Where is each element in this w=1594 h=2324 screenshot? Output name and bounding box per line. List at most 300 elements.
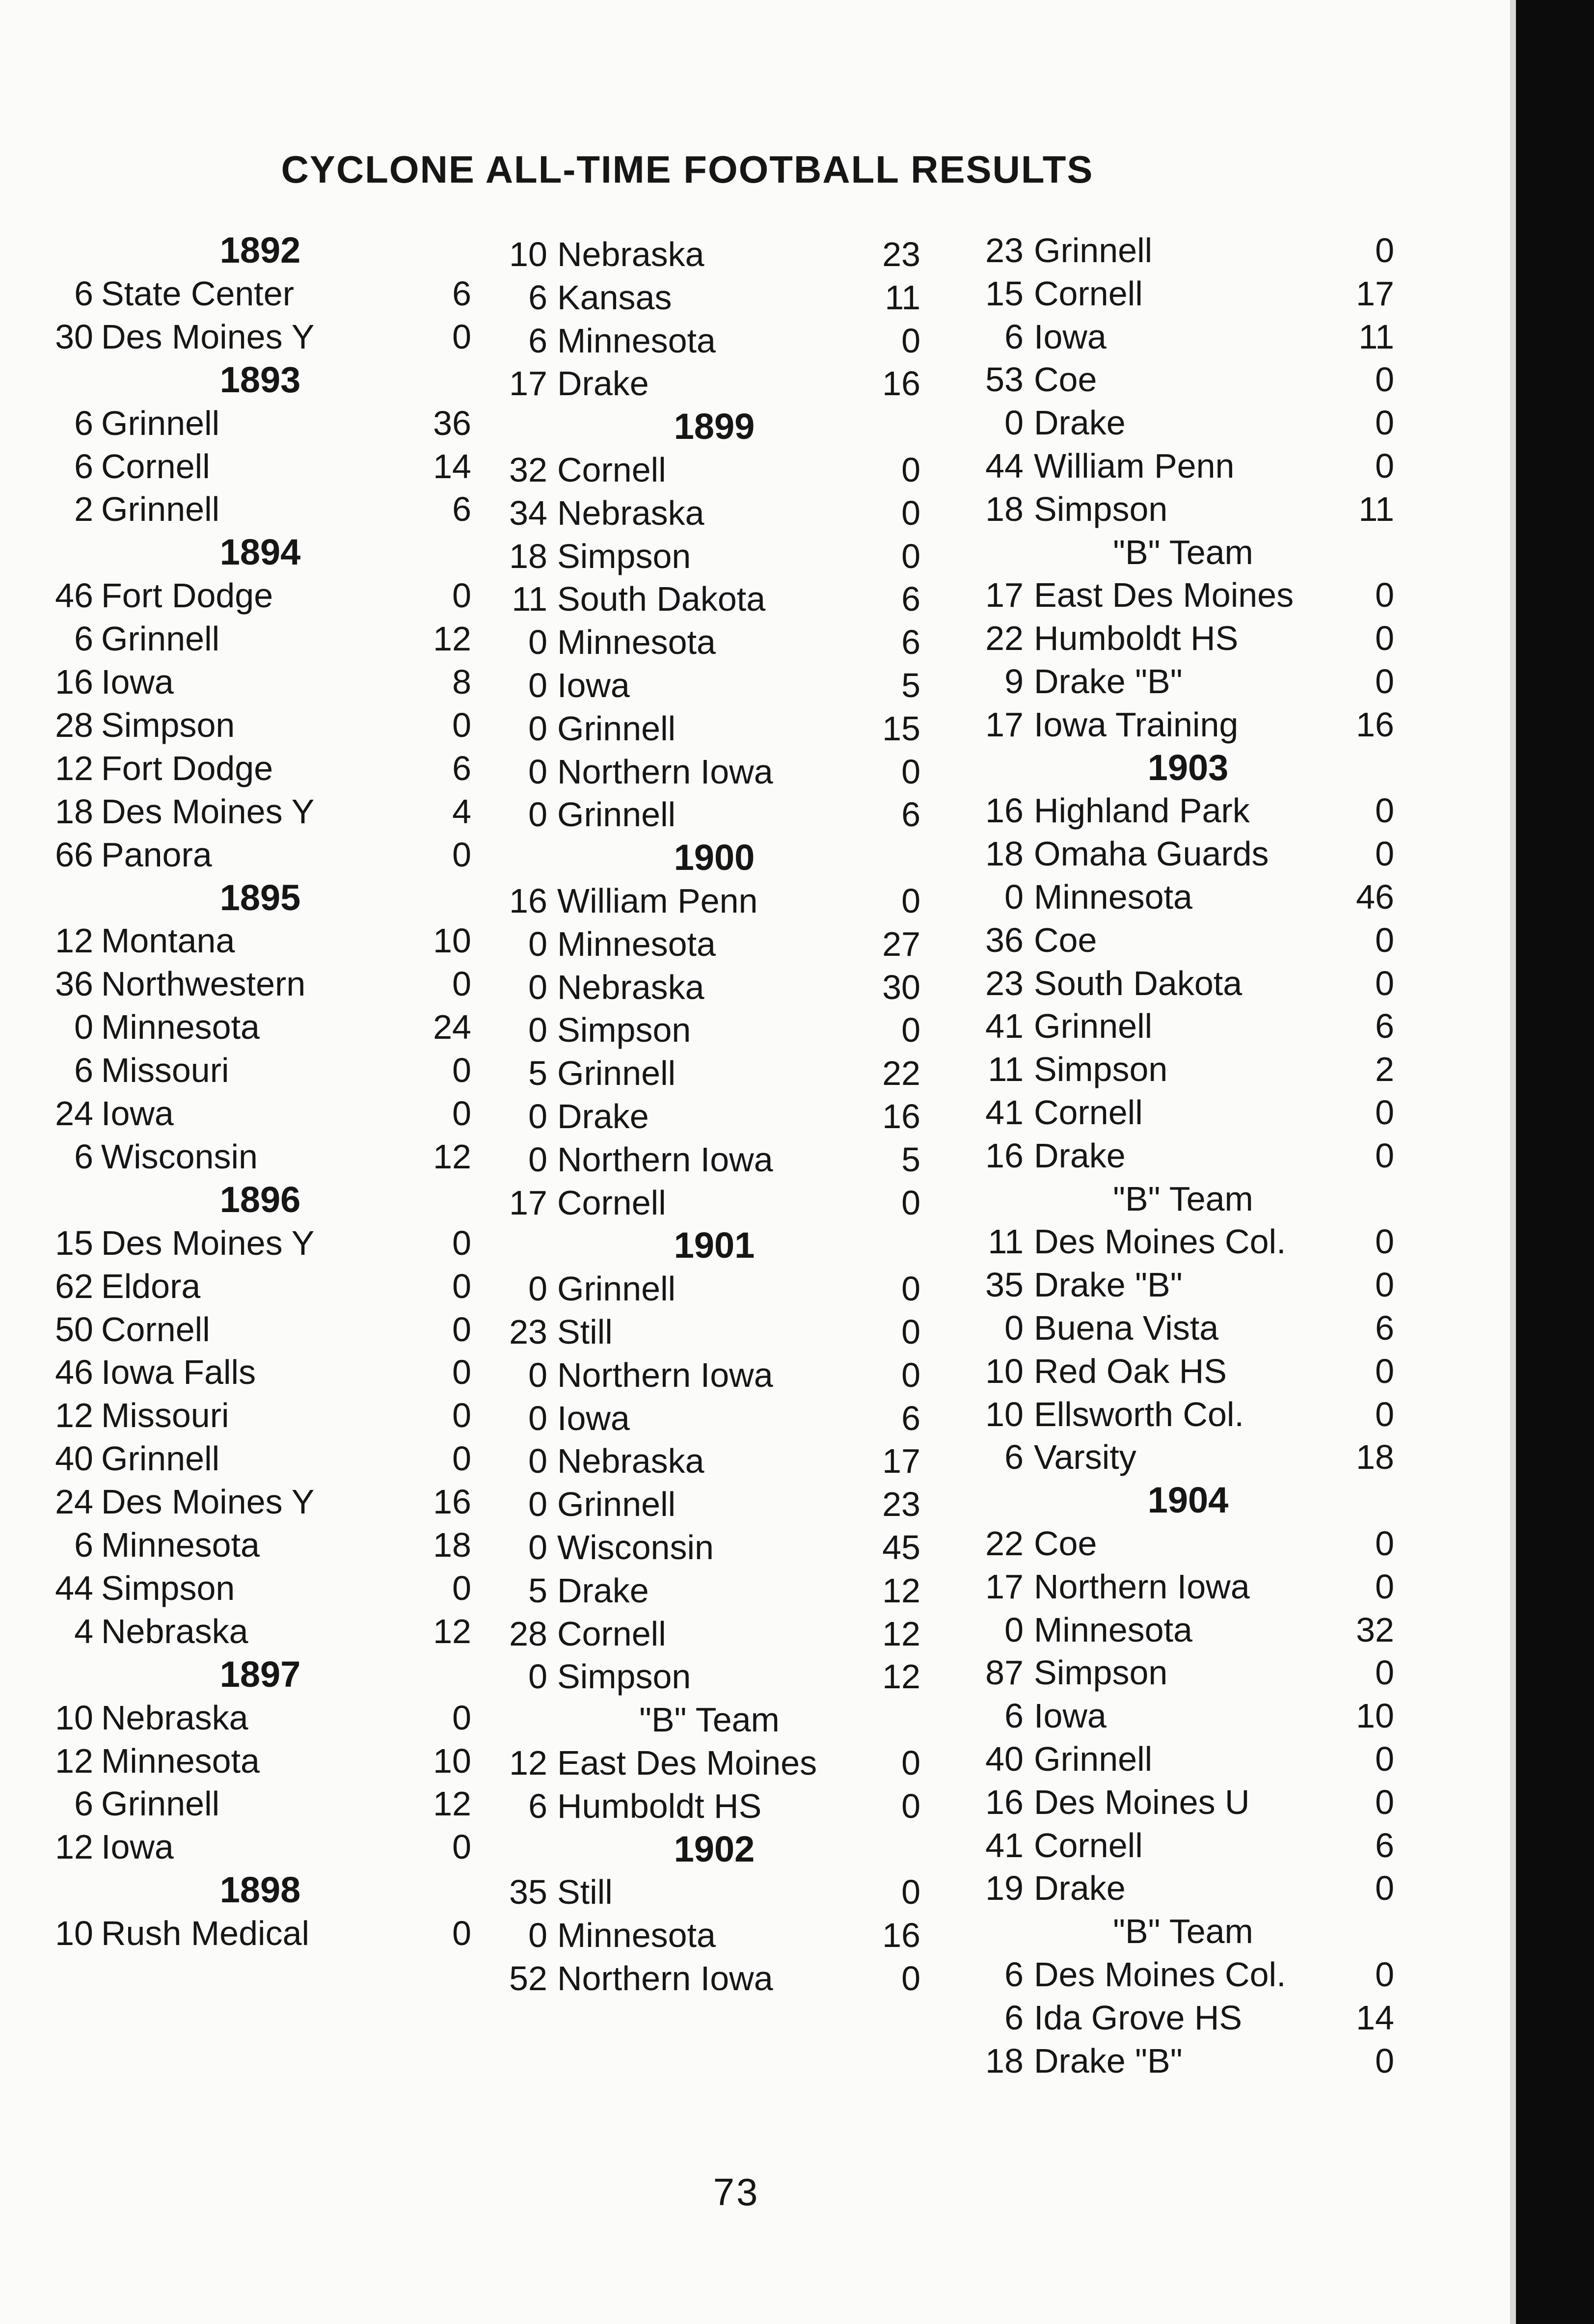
iowa-state-score: 0 bbox=[528, 1528, 547, 1567]
season-year-heading: 1897 bbox=[219, 1653, 301, 1695]
opponent-score: 10 bbox=[1356, 1697, 1394, 1735]
opponent-score: 0 bbox=[901, 1873, 920, 1912]
opponent-name: Coe bbox=[1034, 1524, 1097, 1563]
iowa-state-score: 66 bbox=[55, 835, 93, 874]
iowa-state-score: 0 bbox=[528, 795, 547, 834]
opponent-name: Buena Vista bbox=[1034, 1309, 1219, 1347]
iowa-state-score: 11 bbox=[988, 1222, 1024, 1261]
iowa-state-score: 0 bbox=[528, 1442, 547, 1481]
game-result-row bbox=[498, 1397, 940, 1440]
iowa-state-score: 12 bbox=[55, 749, 93, 787]
game-result-row bbox=[972, 1134, 1414, 1177]
opponent-name: Still bbox=[557, 1313, 613, 1351]
game-result-row bbox=[972, 444, 1414, 487]
opponent-name: Minnesota bbox=[101, 1526, 260, 1564]
game-result-row bbox=[498, 1138, 940, 1181]
opponent-name: Nebraska bbox=[101, 1612, 248, 1650]
opponent-name: South Dakota bbox=[557, 580, 766, 619]
iowa-state-score: 5 bbox=[528, 1054, 547, 1093]
iowa-state-score: 6 bbox=[74, 404, 93, 442]
iowa-state-score: 44 bbox=[55, 1568, 93, 1607]
opponent-name: Missouri bbox=[101, 1051, 229, 1090]
iowa-state-score: 40 bbox=[985, 1740, 1024, 1778]
iowa-state-score: 0 bbox=[528, 1355, 547, 1394]
opponent-name: Drake "B" bbox=[1034, 2041, 1183, 2080]
opponent-name: Iowa bbox=[1034, 1697, 1107, 1735]
iowa-state-score: 0 bbox=[1004, 404, 1024, 442]
iowa-state-score: 41 bbox=[985, 1093, 1024, 1132]
iowa-state-score: 6 bbox=[528, 321, 547, 360]
game-result-row bbox=[39, 402, 481, 445]
game-result-row bbox=[972, 1004, 1414, 1048]
opponent-name: Coe bbox=[1034, 920, 1097, 959]
game-result-row bbox=[39, 1523, 481, 1567]
opponent-score: 10 bbox=[433, 921, 471, 960]
iowa-state-score: 6 bbox=[1004, 1998, 1024, 2037]
opponent-score: 0 bbox=[901, 1355, 920, 1394]
iowa-state-score: 28 bbox=[55, 705, 93, 744]
iowa-state-score: 0 bbox=[528, 1485, 547, 1524]
game-result-row bbox=[498, 362, 940, 405]
opponent-score: 2 bbox=[1375, 1050, 1394, 1089]
opponent-score: 12 bbox=[882, 1614, 920, 1653]
iowa-state-score: 0 bbox=[528, 1270, 547, 1308]
opponent-name: Varsity bbox=[1034, 1438, 1136, 1477]
game-result-row bbox=[972, 1996, 1414, 2039]
opponent-score: 6 bbox=[1375, 1309, 1394, 1347]
opponent-score: 5 bbox=[901, 1140, 920, 1179]
game-result-row bbox=[39, 833, 481, 876]
game-result-row bbox=[39, 445, 481, 488]
opponent-score: 0 bbox=[1375, 1783, 1394, 1821]
opponent-score: 0 bbox=[1375, 404, 1394, 442]
opponent-score: 4 bbox=[452, 792, 471, 831]
opponent-name: Still bbox=[557, 1873, 613, 1912]
opponent-score: 0 bbox=[452, 1396, 471, 1435]
opponent-score: 23 bbox=[882, 1485, 920, 1524]
opponent-name: Kansas bbox=[557, 278, 672, 317]
opponent-score: 0 bbox=[1375, 231, 1394, 270]
opponent-score: 0 bbox=[1375, 791, 1394, 830]
iowa-state-score: 22 bbox=[985, 619, 1024, 658]
game-result-row bbox=[498, 535, 940, 578]
iowa-state-score: 6 bbox=[74, 447, 93, 486]
opponent-score: 5 bbox=[901, 666, 920, 704]
opponent-name: Drake bbox=[1034, 404, 1126, 442]
iowa-state-score: 12 bbox=[55, 1396, 93, 1435]
game-result-row bbox=[498, 1914, 940, 1957]
iowa-state-score: 6 bbox=[528, 278, 547, 317]
opponent-score: 0 bbox=[1375, 1524, 1394, 1563]
iowa-state-score: 0 bbox=[528, 1657, 547, 1696]
opponent-name: Minnesota bbox=[557, 1916, 716, 1955]
opponent-name: Cornell bbox=[557, 1614, 666, 1653]
results-column-1 bbox=[39, 0, 481, 2209]
game-result-row bbox=[39, 1221, 481, 1265]
iowa-state-score: 46 bbox=[55, 576, 93, 615]
opponent-score: 0 bbox=[1375, 835, 1394, 873]
iowa-state-score: 6 bbox=[74, 1051, 93, 1090]
opponent-name: Simpson bbox=[1034, 1653, 1168, 1692]
game-result-row bbox=[498, 1439, 940, 1483]
opponent-name: State Center bbox=[101, 274, 294, 313]
game-result-row bbox=[39, 1092, 481, 1135]
game-result-row bbox=[972, 573, 1414, 617]
opponent-name: Red Oak HS bbox=[1034, 1351, 1227, 1390]
opponent-name: Grinnell bbox=[101, 620, 220, 658]
opponent-score: 14 bbox=[433, 447, 471, 486]
game-result-row bbox=[39, 1049, 481, 1092]
book-spine-shadow bbox=[1516, 0, 1594, 2324]
iowa-state-score: 0 bbox=[528, 968, 547, 1006]
opponent-score: 12 bbox=[433, 1137, 471, 1176]
b-team-heading: "B" Team bbox=[1113, 1179, 1253, 1218]
opponent-score: 0 bbox=[901, 451, 920, 489]
opponent-score: 45 bbox=[882, 1528, 920, 1567]
opponent-score: 11 bbox=[1358, 489, 1394, 528]
game-result-row bbox=[972, 875, 1414, 919]
iowa-state-score: 32 bbox=[509, 451, 547, 489]
opponent-score: 22 bbox=[882, 1054, 920, 1093]
opponent-score: 0 bbox=[452, 317, 471, 356]
opponent-score: 0 bbox=[452, 1914, 471, 1953]
iowa-state-score: 18 bbox=[509, 537, 547, 575]
game-result-row bbox=[972, 1393, 1414, 1436]
opponent-name: Wisconsin bbox=[557, 1528, 714, 1567]
opponent-name: Drake bbox=[557, 1571, 649, 1610]
opponent-name: Cornell bbox=[1034, 1826, 1143, 1865]
iowa-state-score: 9 bbox=[1004, 662, 1024, 701]
opponent-score: 0 bbox=[1375, 619, 1394, 658]
iowa-state-score: 36 bbox=[55, 965, 93, 1003]
b-team-heading: "B" Team bbox=[639, 1701, 780, 1739]
opponent-score: 0 bbox=[452, 1094, 471, 1133]
opponent-name: Humboldt HS bbox=[557, 1786, 762, 1825]
iowa-state-score: 17 bbox=[985, 1567, 1024, 1606]
opponent-name: Grinnell bbox=[101, 404, 220, 442]
opponent-score: 46 bbox=[1356, 878, 1394, 916]
game-result-row bbox=[498, 879, 940, 922]
opponent-score: 0 bbox=[1375, 1266, 1394, 1304]
iowa-state-score: 15 bbox=[985, 274, 1024, 313]
opponent-name: Humboldt HS bbox=[1034, 619, 1239, 658]
opponent-score: 0 bbox=[901, 1786, 920, 1825]
game-result-row bbox=[39, 1825, 481, 1868]
opponent-score: 0 bbox=[1375, 1653, 1394, 1692]
iowa-state-score: 10 bbox=[55, 1914, 93, 1953]
iowa-state-score: 0 bbox=[528, 709, 547, 748]
game-result-row bbox=[972, 401, 1414, 444]
opponent-score: 0 bbox=[452, 1439, 471, 1478]
opponent-name: Montana bbox=[101, 921, 235, 960]
game-result-row bbox=[498, 1095, 940, 1138]
opponent-score: 11 bbox=[1358, 317, 1394, 356]
game-result-row bbox=[39, 315, 481, 358]
iowa-state-score: 10 bbox=[985, 1395, 1024, 1433]
game-result-row bbox=[498, 621, 940, 664]
opponent-name: Nebraska bbox=[557, 493, 704, 532]
opponent-name: Nebraska bbox=[557, 968, 704, 1006]
iowa-state-score: 16 bbox=[509, 882, 547, 920]
game-result-row bbox=[972, 2039, 1414, 2082]
game-result-row bbox=[39, 703, 481, 747]
iowa-state-score: 17 bbox=[509, 1183, 547, 1222]
iowa-state-score: 41 bbox=[985, 1826, 1024, 1865]
game-result-row bbox=[498, 1569, 940, 1612]
game-result-row bbox=[39, 1696, 481, 1739]
iowa-state-score: 4 bbox=[74, 1612, 93, 1650]
opponent-name: Grinnell bbox=[101, 1784, 220, 1823]
opponent-name: Des Moines Y bbox=[101, 1223, 315, 1262]
opponent-name: Fort Dodge bbox=[101, 576, 273, 615]
iowa-state-score: 40 bbox=[55, 1439, 93, 1478]
game-result-row bbox=[498, 1008, 940, 1052]
opponent-score: 0 bbox=[452, 1267, 471, 1305]
opponent-score: 12 bbox=[433, 620, 471, 658]
game-result-row bbox=[972, 1608, 1414, 1651]
iowa-state-score: 6 bbox=[74, 620, 93, 658]
opponent-name: Drake bbox=[1034, 1136, 1126, 1175]
opponent-score: 0 bbox=[1375, 447, 1394, 485]
opponent-score: 12 bbox=[433, 1612, 471, 1650]
game-result-row bbox=[972, 789, 1414, 832]
opponent-name: Minnesota bbox=[1034, 1610, 1192, 1649]
iowa-state-score: 0 bbox=[528, 752, 547, 791]
iowa-state-score: 53 bbox=[985, 360, 1024, 399]
opponent-score: 27 bbox=[882, 924, 920, 963]
iowa-state-score: 0 bbox=[528, 623, 547, 662]
game-result-row bbox=[39, 617, 481, 660]
opponent-name: Simpson bbox=[1034, 489, 1168, 528]
opponent-name: Simpson bbox=[557, 1011, 691, 1050]
iowa-state-score: 6 bbox=[1004, 1438, 1024, 1477]
opponent-score: 0 bbox=[901, 882, 920, 920]
opponent-name: Grinnell bbox=[557, 1270, 676, 1308]
game-result-row bbox=[498, 1784, 940, 1828]
opponent-score: 0 bbox=[1375, 1869, 1394, 1908]
game-result-row bbox=[498, 233, 940, 276]
opponent-name: Des Moines Col. bbox=[1034, 1222, 1286, 1261]
opponent-name: Minnesota bbox=[557, 623, 716, 662]
iowa-state-score: 0 bbox=[528, 1097, 547, 1135]
opponent-name: Cornell bbox=[101, 1310, 210, 1349]
game-result-row bbox=[498, 319, 940, 362]
iowa-state-score: 0 bbox=[528, 924, 547, 963]
opponent-score: 0 bbox=[1375, 1740, 1394, 1778]
page-number: 73 bbox=[713, 2170, 760, 2214]
iowa-state-score: 6 bbox=[1004, 1955, 1024, 1994]
opponent-name: Wisconsin bbox=[101, 1137, 258, 1176]
opponent-score: 0 bbox=[1375, 1093, 1394, 1132]
b-team-heading: "B" Team bbox=[1113, 533, 1253, 571]
game-result-row bbox=[972, 1651, 1414, 1694]
iowa-state-score: 17 bbox=[509, 364, 547, 403]
game-result-row bbox=[972, 1565, 1414, 1608]
iowa-state-score: 19 bbox=[985, 1869, 1024, 1908]
opponent-score: 16 bbox=[882, 1097, 920, 1135]
game-result-row bbox=[39, 660, 481, 703]
opponent-score: 0 bbox=[452, 1051, 471, 1090]
opponent-score: 0 bbox=[1375, 2041, 1394, 2080]
iowa-state-score: 11 bbox=[988, 1050, 1024, 1089]
opponent-name: East Des Moines bbox=[557, 1744, 817, 1782]
opponent-score: 0 bbox=[452, 1568, 471, 1607]
opponent-name: Coe bbox=[1034, 360, 1097, 399]
game-result-row bbox=[39, 919, 481, 962]
iowa-state-score: 6 bbox=[1004, 317, 1024, 356]
season-year-heading: 1892 bbox=[219, 230, 301, 270]
opponent-name: Fort Dodge bbox=[101, 749, 273, 787]
opponent-score: 6 bbox=[1375, 1007, 1394, 1046]
opponent-name: Iowa Falls bbox=[101, 1353, 256, 1392]
opponent-name: Nebraska bbox=[557, 235, 704, 273]
opponent-name: Ida Grove HS bbox=[1034, 1998, 1243, 2037]
iowa-state-score: 16 bbox=[985, 1136, 1024, 1175]
opponent-name: Simpson bbox=[1034, 1050, 1168, 1089]
iowa-state-score: 18 bbox=[985, 835, 1024, 873]
iowa-state-score: 28 bbox=[509, 1614, 547, 1653]
opponent-name: William Penn bbox=[1034, 447, 1235, 485]
iowa-state-score: 11 bbox=[512, 580, 547, 619]
game-result-row bbox=[972, 1737, 1414, 1781]
opponent-name: East Des Moines bbox=[1034, 576, 1294, 615]
iowa-state-score: 18 bbox=[55, 792, 93, 831]
opponent-name: Cornell bbox=[101, 447, 210, 486]
opponent-name: Drake bbox=[557, 1097, 649, 1135]
game-result-row bbox=[39, 1394, 481, 1437]
game-result-row bbox=[39, 1782, 481, 1825]
iowa-state-score: 0 bbox=[528, 1399, 547, 1437]
game-result-row bbox=[498, 276, 940, 319]
opponent-name: Northern Iowa bbox=[557, 1959, 773, 1998]
opponent-name: William Penn bbox=[557, 882, 758, 920]
opponent-score: 24 bbox=[433, 1008, 471, 1047]
game-result-row bbox=[39, 487, 481, 531]
opponent-score: 0 bbox=[901, 1959, 920, 1998]
opponent-name: Minnesota bbox=[557, 321, 716, 360]
opponent-score: 6 bbox=[901, 623, 920, 662]
opponent-score: 0 bbox=[452, 705, 471, 744]
opponent-name: South Dakota bbox=[1034, 964, 1243, 1002]
iowa-state-score: 12 bbox=[55, 1828, 93, 1866]
iowa-state-score: 17 bbox=[985, 576, 1024, 615]
game-result-row bbox=[498, 1181, 940, 1224]
game-result-row bbox=[498, 1957, 940, 2000]
iowa-state-score: 6 bbox=[528, 1786, 547, 1825]
game-result-row bbox=[39, 1308, 481, 1351]
opponent-name: Grinnell bbox=[557, 795, 676, 834]
opponent-name: Des Moines Y bbox=[101, 792, 315, 831]
game-result-row bbox=[498, 966, 940, 1009]
opponent-name: Simpson bbox=[557, 1657, 691, 1696]
opponent-name: Northern Iowa bbox=[557, 1355, 773, 1394]
opponent-score: 0 bbox=[1375, 1567, 1394, 1606]
opponent-score: 30 bbox=[882, 968, 920, 1006]
opponent-score: 0 bbox=[452, 965, 471, 1003]
game-result-row bbox=[39, 790, 481, 833]
opponent-score: 16 bbox=[1356, 705, 1394, 744]
opponent-score: 6 bbox=[901, 580, 920, 619]
iowa-state-score: 46 bbox=[55, 1353, 93, 1392]
game-result-row bbox=[972, 617, 1414, 660]
opponent-score: 6 bbox=[452, 749, 471, 787]
opponent-name: Cornell bbox=[557, 451, 666, 489]
opponent-score: 6 bbox=[901, 795, 920, 834]
opponent-name: Cornell bbox=[1034, 1093, 1143, 1132]
season-year-heading: 1904 bbox=[1147, 1480, 1229, 1521]
game-result-row bbox=[972, 1350, 1414, 1393]
opponent-score: 0 bbox=[901, 752, 920, 791]
game-result-row bbox=[39, 1480, 481, 1523]
game-result-row bbox=[972, 1263, 1414, 1306]
game-result-row bbox=[972, 315, 1414, 358]
opponent-score: 0 bbox=[901, 493, 920, 532]
season-year-heading: 1895 bbox=[219, 877, 301, 918]
opponent-name: Simpson bbox=[101, 1568, 235, 1607]
opponent-score: 0 bbox=[1375, 1136, 1394, 1175]
iowa-state-score: 0 bbox=[528, 1916, 547, 1955]
opponent-name: Nebraska bbox=[101, 1698, 248, 1737]
game-result-row bbox=[972, 1522, 1414, 1565]
iowa-state-score: 24 bbox=[55, 1483, 93, 1521]
opponent-name: Drake "B" bbox=[1034, 1266, 1183, 1304]
game-result-row bbox=[498, 491, 940, 535]
opponent-name: Omaha Guards bbox=[1034, 835, 1269, 873]
opponent-score: 0 bbox=[901, 1183, 920, 1222]
iowa-state-score: 0 bbox=[1004, 1610, 1024, 1649]
opponent-score: 14 bbox=[1356, 1998, 1394, 2037]
iowa-state-score: 0 bbox=[1004, 1309, 1024, 1347]
opponent-name: Grinnell bbox=[101, 1439, 220, 1478]
opponent-name: Grinnell bbox=[557, 709, 676, 748]
opponent-name: Eldora bbox=[101, 1267, 201, 1305]
opponent-score: 0 bbox=[452, 1223, 471, 1262]
opponent-score: 0 bbox=[1375, 1351, 1394, 1390]
game-result-row bbox=[39, 1567, 481, 1610]
game-result-row bbox=[498, 750, 940, 793]
opponent-score: 0 bbox=[1375, 1222, 1394, 1261]
game-result-row bbox=[39, 1610, 481, 1653]
opponent-score: 6 bbox=[452, 274, 471, 313]
opponent-name: Grinnell bbox=[1034, 1007, 1153, 1046]
opponent-name: Des Moines Y bbox=[101, 317, 315, 356]
opponent-name: Grinnell bbox=[101, 490, 220, 529]
opponent-score: 0 bbox=[452, 1698, 471, 1737]
iowa-state-score: 52 bbox=[509, 1959, 547, 1998]
opponent-score: 0 bbox=[1375, 1955, 1394, 1994]
opponent-score: 0 bbox=[901, 1313, 920, 1351]
game-result-row bbox=[39, 962, 481, 1005]
iowa-state-score: 35 bbox=[509, 1873, 547, 1912]
game-result-row bbox=[39, 1912, 481, 1955]
game-result-row bbox=[498, 793, 940, 836]
iowa-state-score: 12 bbox=[55, 1741, 93, 1780]
game-result-row bbox=[498, 1612, 940, 1655]
opponent-name: Grinnell bbox=[1034, 231, 1153, 270]
game-result-row bbox=[498, 1870, 940, 1914]
game-result-row bbox=[39, 1739, 481, 1783]
opponent-score: 0 bbox=[452, 835, 471, 874]
opponent-name: Iowa bbox=[101, 1094, 174, 1133]
game-result-row bbox=[972, 1824, 1414, 1867]
opponent-score: 0 bbox=[1375, 576, 1394, 615]
iowa-state-score: 16 bbox=[985, 791, 1024, 830]
game-result-row bbox=[972, 1091, 1414, 1134]
iowa-state-score: 12 bbox=[509, 1744, 547, 1782]
game-result-row bbox=[498, 664, 940, 707]
opponent-score: 0 bbox=[901, 1270, 920, 1308]
opponent-score: 0 bbox=[901, 537, 920, 575]
